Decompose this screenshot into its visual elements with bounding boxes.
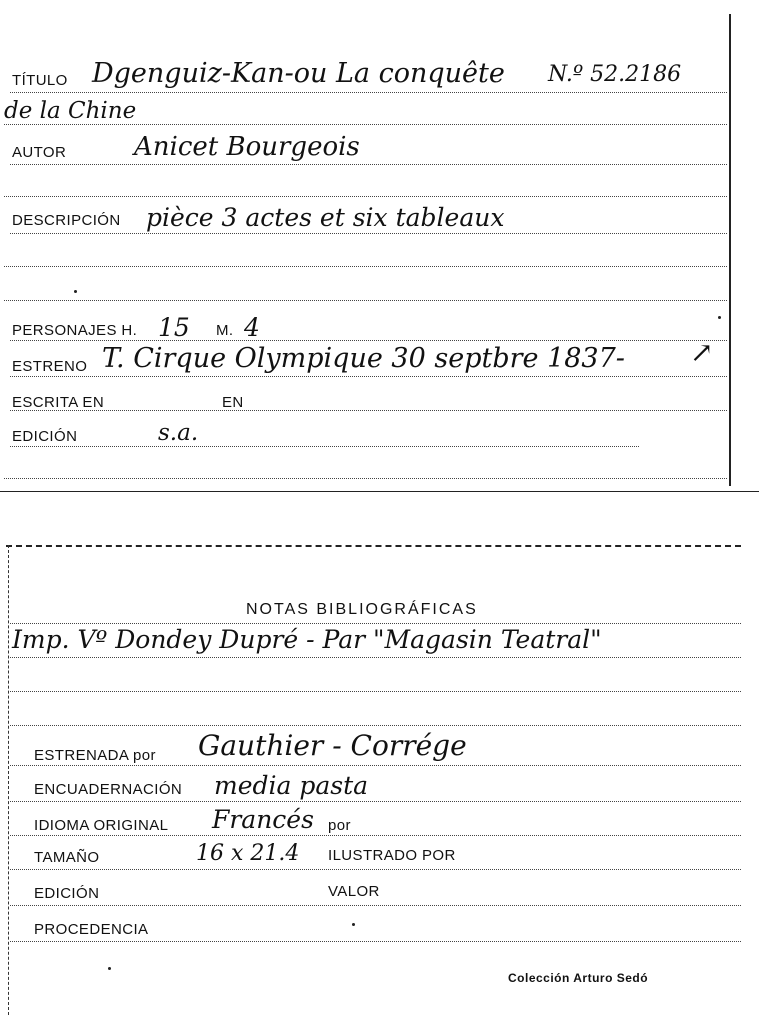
escrita-en-label: EN (222, 394, 244, 411)
estreno-label: ESTRENO (12, 358, 88, 375)
card-edge (729, 14, 731, 486)
procedencia-label: PROCEDENCIA (34, 921, 149, 938)
personajes-m-value: 4 (244, 313, 260, 342)
tamano-value: 16 x 21.4 (196, 841, 300, 866)
idioma-value: Francés (212, 805, 314, 834)
edicion-rule (10, 446, 639, 447)
speck (352, 923, 355, 926)
notas-rule-1 (10, 623, 741, 624)
catalog-card-top (0, 0, 759, 492)
personajes-label: PERSONAJES H. (12, 322, 138, 339)
descripcion-rule (10, 233, 727, 234)
card-edge-top (6, 545, 741, 547)
blank-rule-2 (4, 266, 727, 267)
escrita-rule (10, 410, 727, 411)
speck (108, 967, 111, 970)
coleccion-stamp: Colección Arturo Sedó (508, 971, 649, 985)
descripcion-value: pièce 3 actes et six tableaux (146, 203, 505, 232)
valor-label: VALOR (328, 883, 380, 900)
edicion-value: s.a. (158, 420, 199, 446)
card-divider (0, 491, 759, 492)
tamano-label: TAMAÑO (34, 849, 100, 866)
encuadernacion-value: media pasta (214, 771, 369, 800)
por-label: por (328, 817, 351, 834)
personajes-h-value: 15 (158, 313, 190, 342)
catalog-number: N.º 52.2186 (548, 62, 682, 87)
card-edge-left (8, 545, 9, 1015)
estrenada-label: ESTRENADA por (34, 747, 156, 764)
titulo-label: TÍTULO (12, 72, 68, 89)
speck (718, 316, 721, 319)
personajes-m-label: M. (216, 322, 234, 339)
autor-value: Anicet Bourgeois (134, 132, 360, 162)
titulo-value-continued: de la Chine (4, 98, 137, 124)
speck (74, 290, 77, 293)
estrenada-rule (10, 765, 741, 766)
procedencia-rule (10, 941, 741, 942)
notas-rule-4 (10, 725, 741, 726)
estrenada-value: Gauthier - Corrége (198, 729, 467, 762)
tamano-rule (10, 869, 741, 870)
escrita-label: ESCRITA EN (12, 394, 105, 411)
pencil-mark: ↗ (690, 336, 714, 369)
notas-rule-3 (10, 691, 741, 692)
autor-label: AUTOR (12, 144, 67, 161)
titulo-rule (10, 92, 727, 93)
personajes-rule (10, 340, 727, 341)
edicion-label-bottom: EDICIÓN (34, 885, 100, 902)
encuadernacion-rule (10, 801, 741, 802)
estreno-rule (10, 376, 727, 377)
titulo-value: Dgenguiz-Kan-ou La conquête (92, 58, 505, 89)
encuadernacion-label: ENCUADERNACIÓN (34, 781, 183, 798)
estreno-value: T. Cirque Olympique 30 septbre 1837- (102, 343, 625, 374)
autor-rule (10, 164, 727, 165)
blank-rule-3 (4, 300, 727, 301)
edicion-label: EDICIÓN (12, 428, 78, 445)
notas-value: Imp. Vº Dondey Dupré - Par "Magasin Teatral" (12, 625, 602, 654)
edicion-rule-bottom (10, 905, 741, 906)
blank-rule-1 (4, 196, 727, 197)
idioma-rule (10, 835, 741, 836)
titulo-rule-2 (4, 124, 727, 125)
ilustrado-label: ILUSTRADO POR (328, 847, 456, 864)
catalog-card-bottom (0, 545, 759, 1015)
blank-rule-4 (4, 478, 727, 479)
descripcion-label: DESCRIPCIÓN (12, 212, 121, 229)
idioma-label: IDIOMA ORIGINAL (34, 817, 169, 834)
notas-heading: NOTAS BIBLIOGRÁFICAS (246, 601, 478, 618)
notas-rule-2 (10, 657, 741, 658)
